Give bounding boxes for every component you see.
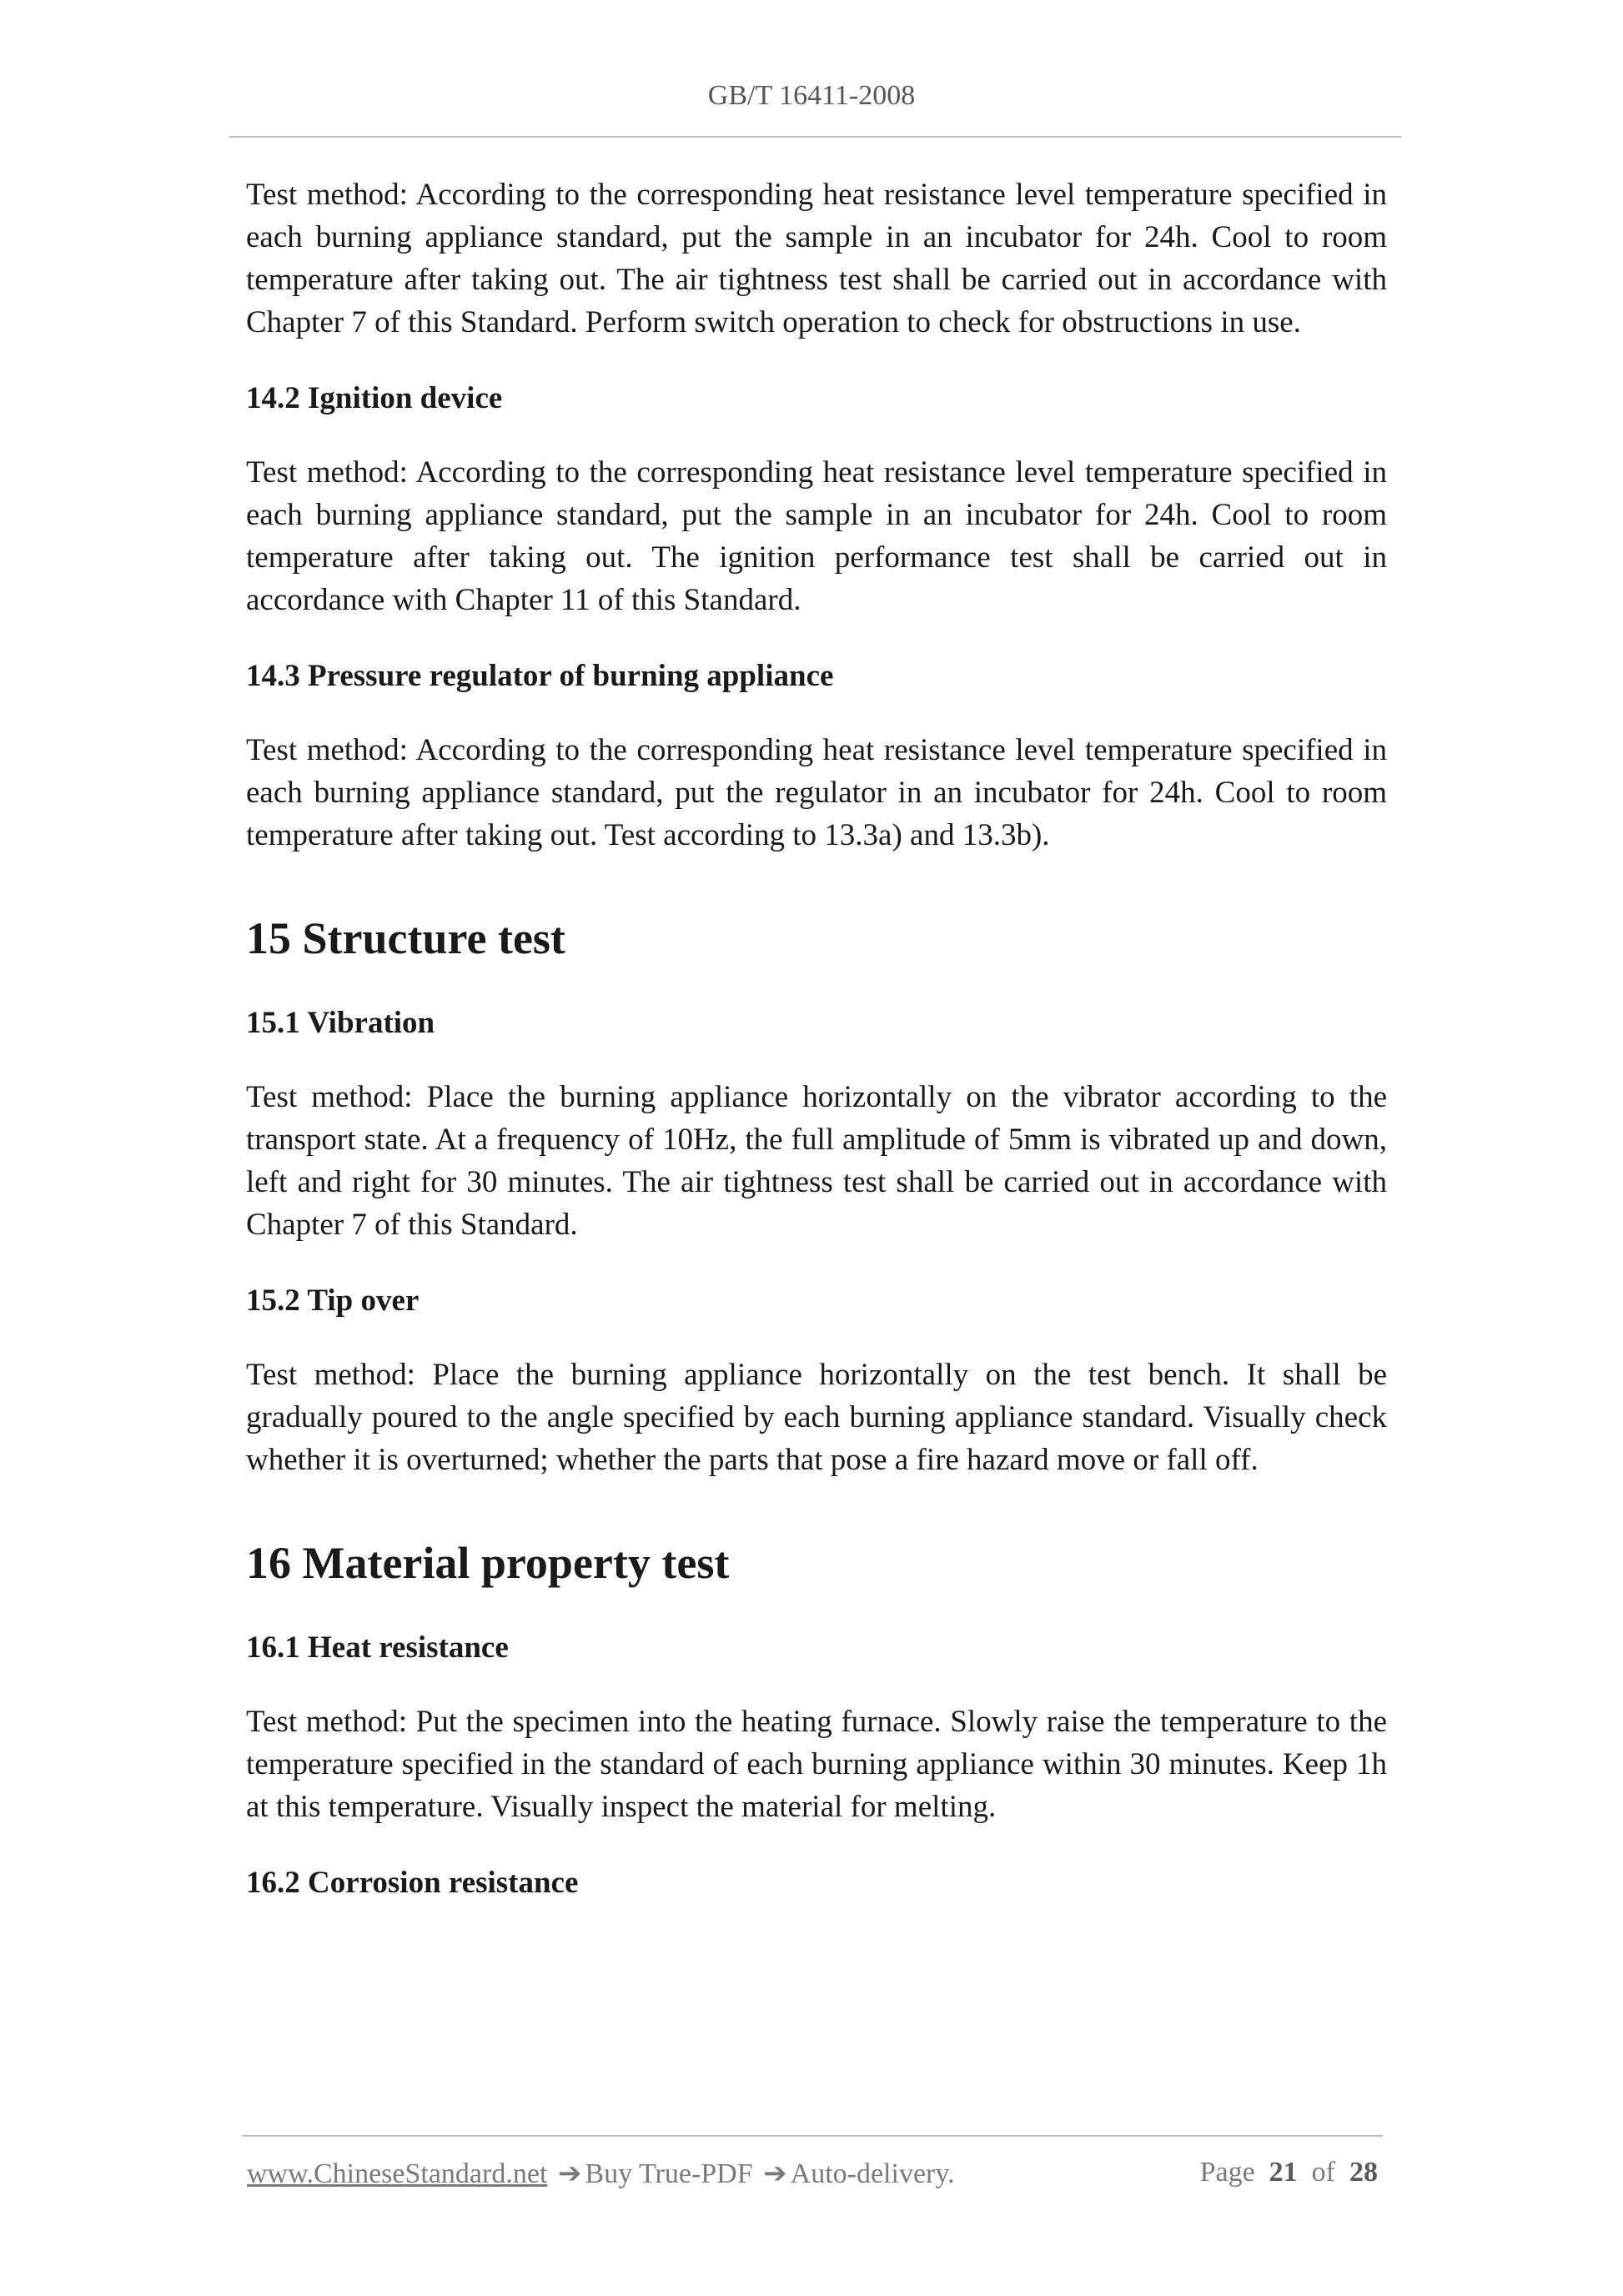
footer-website-link[interactable]: www.ChineseStandard.net bbox=[247, 2158, 548, 2189]
paragraph-16-1: Test method: Put the specimen into the heating furnace. Slowly raise the temperature to the temperature specified in the standard of each burning appliance within 30 minutes. Keep 1h at this temperature. Visually inspect the material for melting. bbox=[246, 1705, 1387, 1824]
heading-15-2: 15.2 Tip over bbox=[246, 1284, 420, 1318]
chapter-heading-16: 16 Material property test bbox=[246, 1538, 730, 1588]
document-body bbox=[246, 173, 1387, 1904]
heading-14-2: 14.2 Ignition device bbox=[246, 381, 503, 415]
page-total: 28 bbox=[1349, 2157, 1378, 2188]
header-divider bbox=[229, 136, 1401, 138]
paragraph-14-2: Test method: According to the corresponding heat resistance level temperature specified in each burning appliance standard, put the sample in an incubator for 24h. Cool to room temperature after taking out. The ignition performance test shall be carried out in accordance with Chapter 11 of this Standard. bbox=[246, 455, 1387, 617]
arrow-right-icon: ➔ bbox=[763, 2158, 787, 2189]
page-of-label: of bbox=[1311, 2157, 1335, 2188]
heading-16-1: 16.1 Heat resistance bbox=[246, 1630, 509, 1665]
page-label: Page bbox=[1199, 2157, 1255, 2188]
footer-divider bbox=[242, 2135, 1383, 2137]
document-header-title: GB/T 16411-2008 bbox=[707, 80, 916, 111]
paragraph-15-2: Test method: Place the burning appliance horizontally on the test bench. It shall be gradually poured to the angle specified by each burning appliance standard. Visually check whether it is overturned; whether the parts that pose a fire hazard move or fall off. bbox=[246, 1358, 1387, 1477]
heading-16-2: 16.2 Corrosion resistance bbox=[246, 1866, 579, 1900]
paragraph-14-3: Test method: According to the corresponding heat resistance level temperature specified in each burning appliance standard, put the regulator in an incubator for 24h. Cool to room temperature after taking out. Test according to 13.3a) and 13.3b). bbox=[246, 733, 1387, 852]
chapter-heading-15: 15 Structure test bbox=[246, 913, 565, 963]
footer-delivery-text: Auto-delivery. bbox=[790, 2158, 955, 2189]
arrow-right-icon: ➔ bbox=[557, 2158, 582, 2189]
page-number bbox=[1200, 2157, 1378, 2188]
page-current: 21 bbox=[1269, 2157, 1298, 2188]
heading-14-3: 14.3 Pressure regulator of burning appliance bbox=[246, 659, 834, 693]
paragraph-15-1: Test method: Place the burning appliance horizontally on the vibrator according to the transport state. At a frequency of 10Hz, the full amplitude of 5mm is vibrated up and down, left and right for 30 minutes. The air tightness test shall be carried out in accordance with Chapter 7 of this Standard. bbox=[246, 1080, 1387, 1242]
heading-15-1: 15.1 Vibration bbox=[246, 1006, 435, 1040]
footer-promo bbox=[247, 2157, 955, 2190]
footer-buy-text: Buy True-PDF bbox=[585, 2158, 753, 2189]
paragraph-14-1-continued: Test method: According to the corresponding heat resistance level temperature specified in each burning appliance standard, put the sample in an incubator for 24h. Cool to room temperature after taking out. The air tightness test shall be carried out in accordance with Chapter 7 of this Standard. Perform switch operation to check for obstructions in use. bbox=[246, 178, 1387, 339]
